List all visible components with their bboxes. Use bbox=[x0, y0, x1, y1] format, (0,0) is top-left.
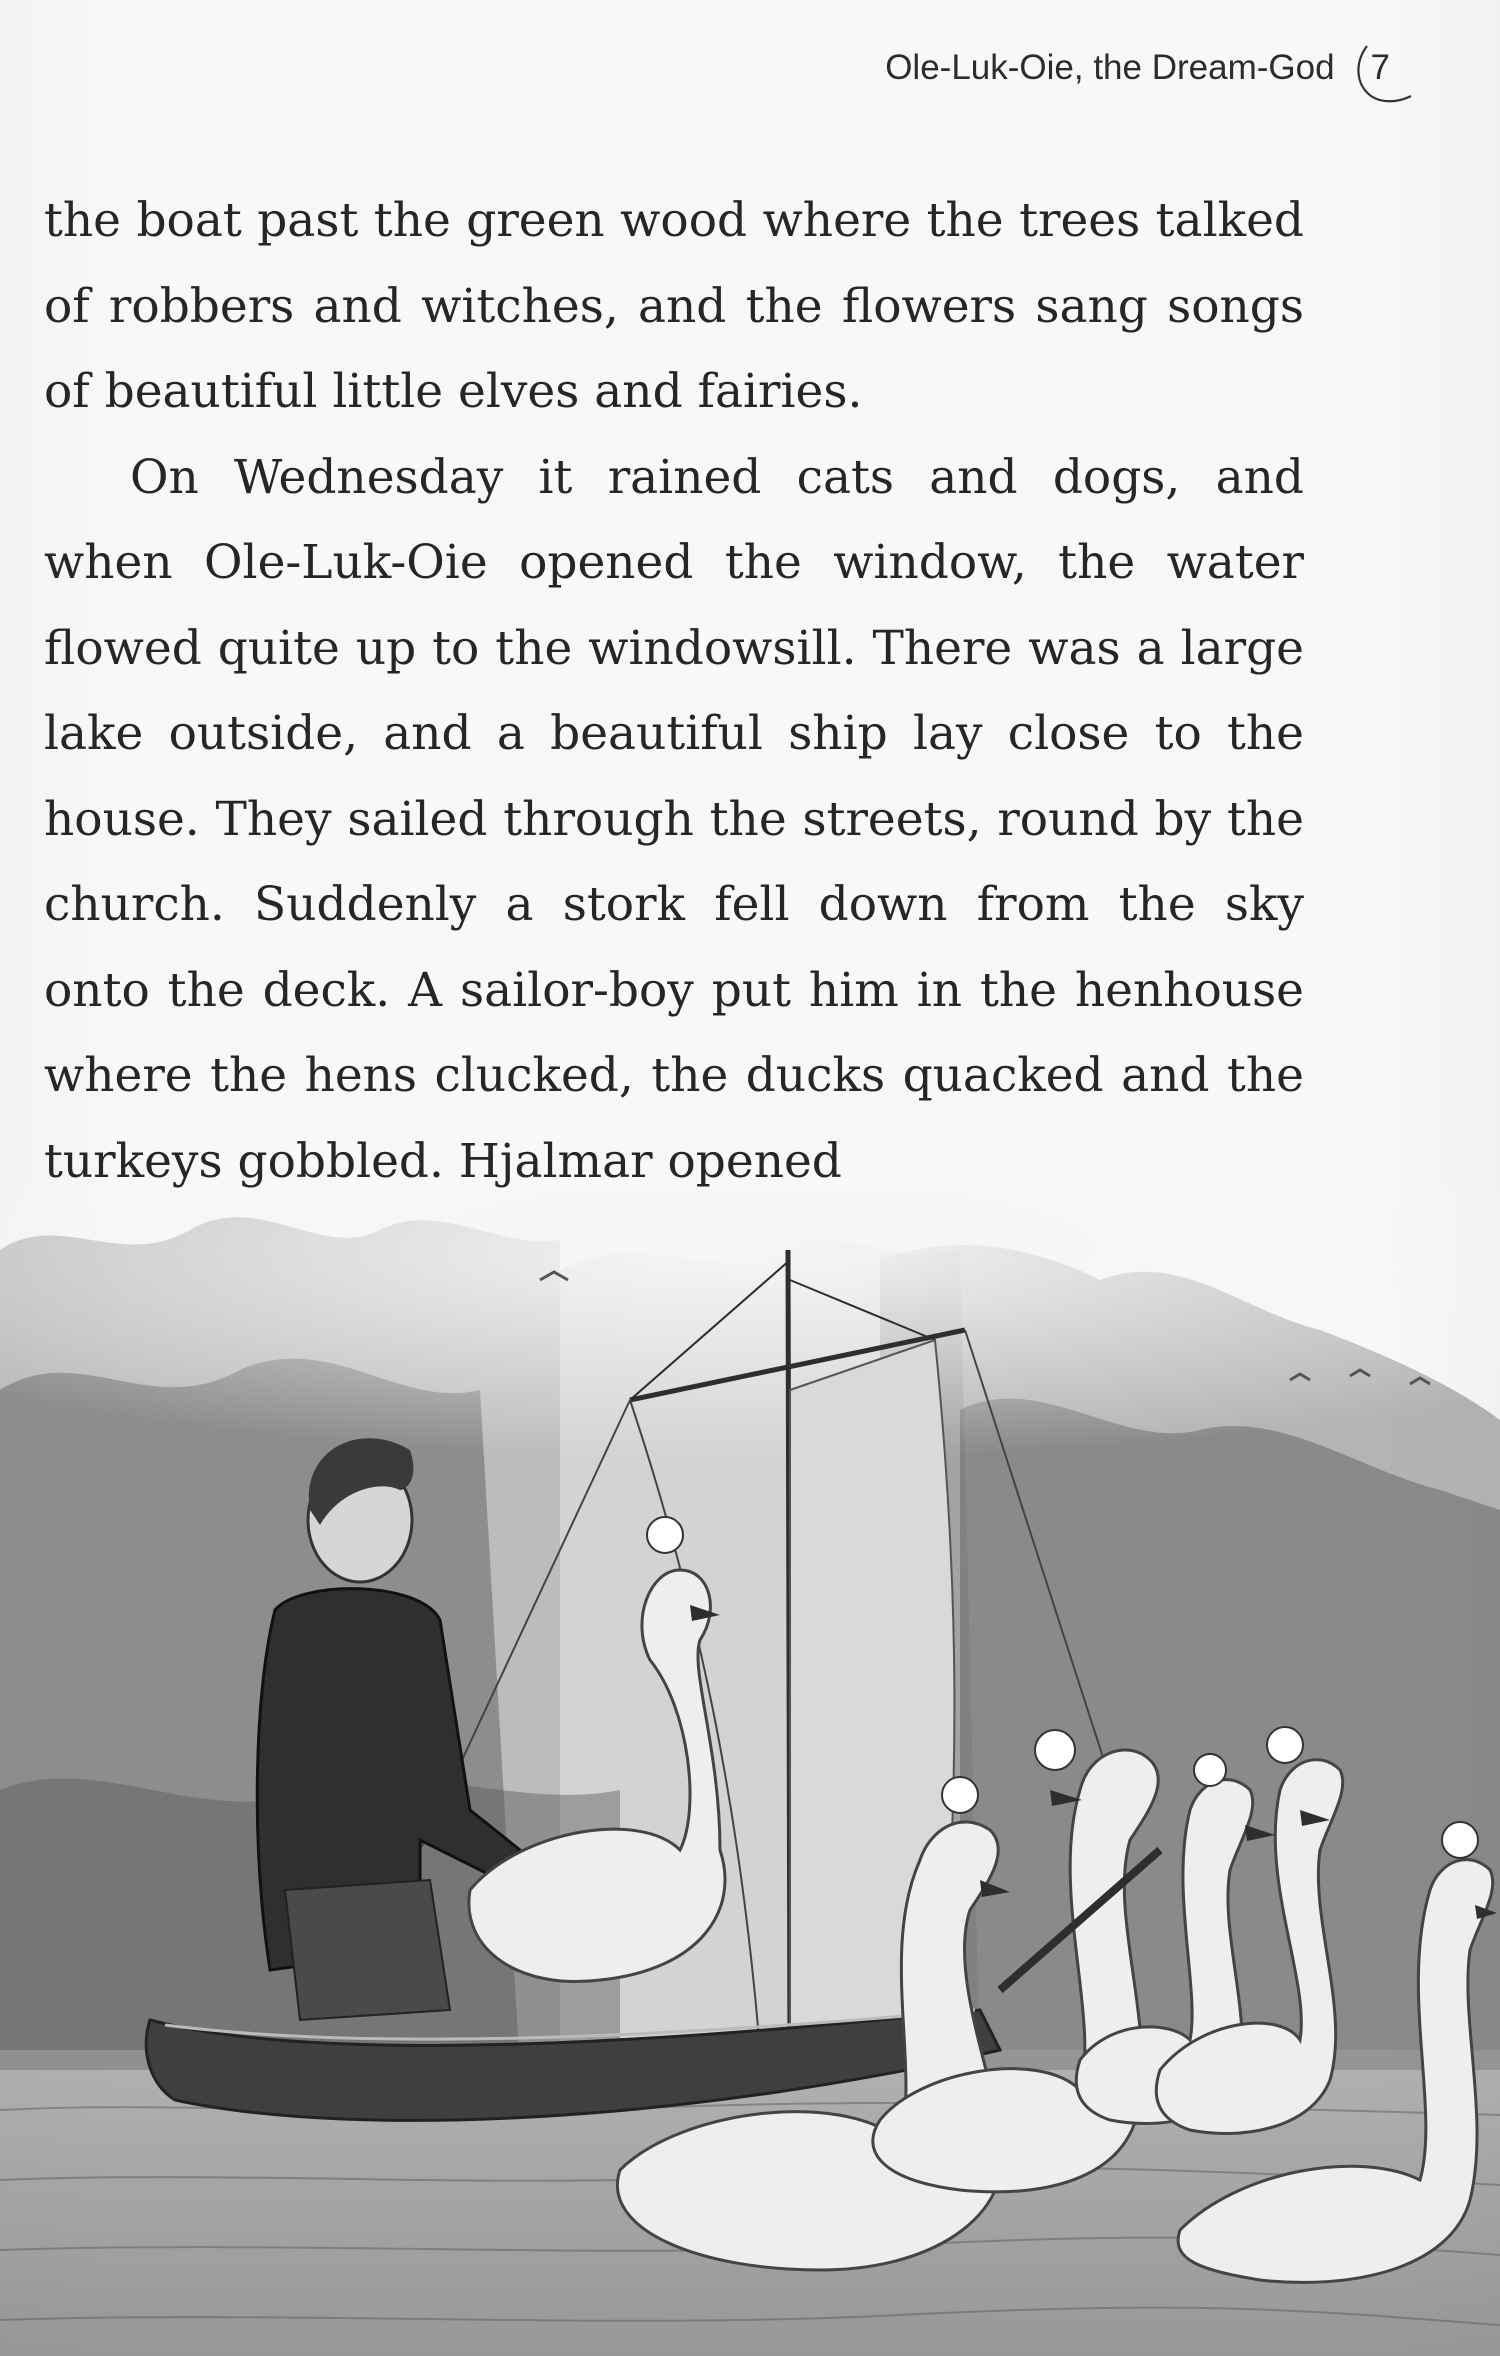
paragraph-continued: the boat past the green wood where the trees talked of robbers and witches, and the flowers sang songs of beautiful little elves and fairies. bbox=[44, 193, 1304, 419]
running-head bbox=[700, 38, 1400, 98]
page-number-bracket-icon bbox=[1353, 40, 1423, 106]
tree-foliage-icon bbox=[0, 1190, 1500, 2070]
page-number bbox=[1353, 48, 1400, 88]
page-number-value: 7 bbox=[1370, 48, 1390, 87]
illustration bbox=[0, 1190, 1500, 2356]
story-text bbox=[44, 178, 1304, 1204]
paragraph-wednesday: On Wednesday it rained cats and dogs, and when Ole-Luk-Oie opened the window, the water flowed quite up to the windowsill. There was a large lake outside, and a beautiful ship lay close to the house. They sailed through the streets, round by the church. Suddenly a stork fell down from the sky onto the deck. A sailor-boy put him in the henhouse where the hens clucked, the ducks quacked and the turkeys gobbled. Hjalmar opened bbox=[44, 449, 1304, 1189]
chapter-title: Ole-Luk-Oie, the Dream-God bbox=[885, 48, 1335, 87]
boy-boat-swans-illustration bbox=[0, 1190, 1500, 2356]
